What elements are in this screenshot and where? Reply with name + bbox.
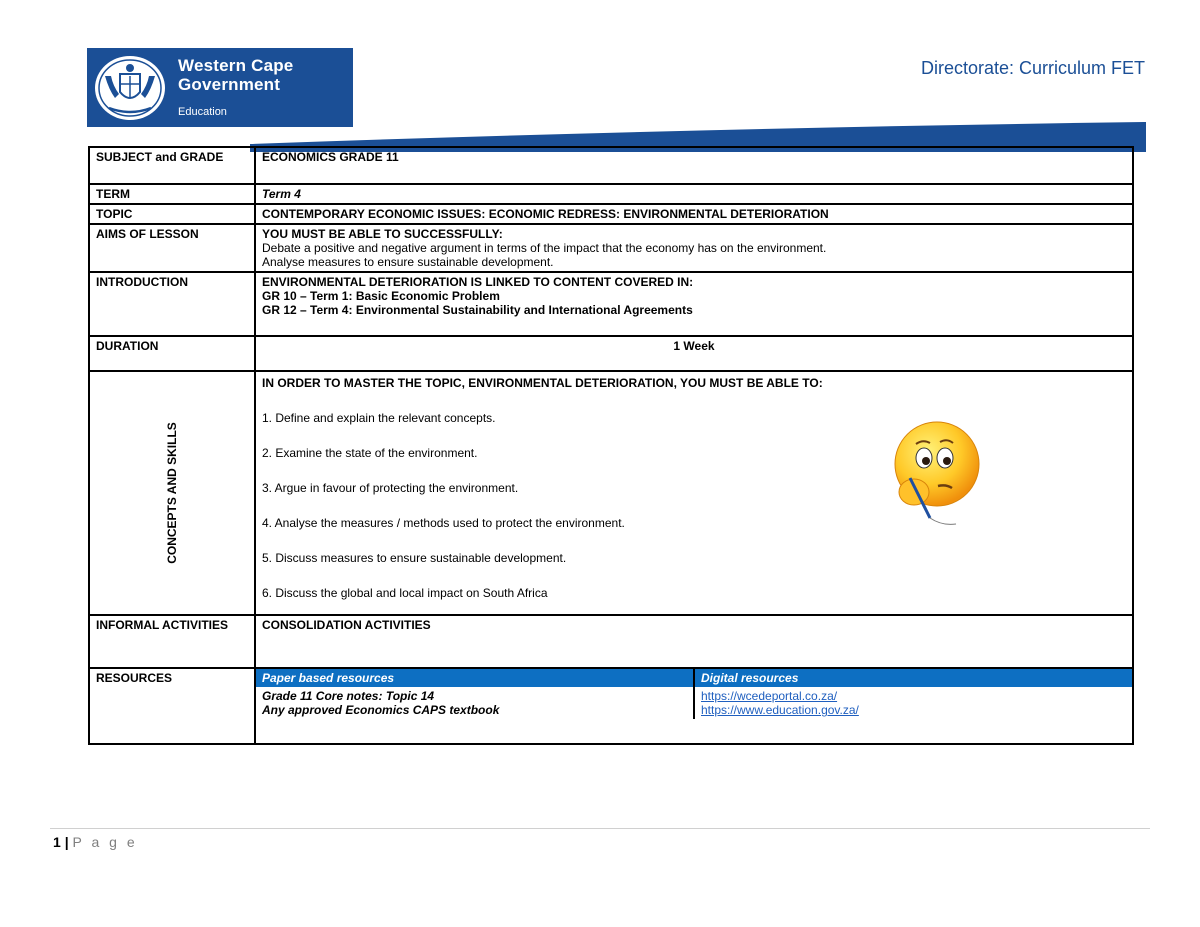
concepts-heading: IN ORDER TO MASTER THE TOPIC, ENVIRONMENTAL DETERIORATION, YOU MUST BE ABLE TO: [262,376,823,390]
resources-label: RESOURCES [89,668,255,744]
row-resources [89,668,1133,744]
digital-resources-list [694,687,1132,719]
concepts-content [255,371,1133,615]
logo-text-government: Government [178,75,281,94]
paper-resource-item: Grade 11 Core notes: Topic 14 [262,689,435,703]
concepts-item: 4. Analyse the measures / methods used to protect the environment. [262,516,625,530]
concepts-item: 6. Discuss the global and local impact on South Africa [262,586,548,600]
paper-resource-item: Any approved Economics CAPS textbook [262,703,500,717]
duration-label: DURATION [89,336,255,371]
row-duration [89,336,1133,371]
concepts-label-cell [89,371,255,615]
wcg-logo [87,48,353,127]
introduction-line: ENVIRONMENTAL DETERIORATION IS LINKED TO CONTENT COVERED IN: [262,275,694,289]
subject-label: SUBJECT and GRADE [89,147,255,184]
topic-value: CONTEMPORARY ECONOMIC ISSUES: ECONOMIC REDRESS: ENVIRONMENTAL DETERIORATION [255,204,1133,224]
row-introduction [89,272,1133,336]
footer-divider [50,828,1150,829]
digital-resource-link[interactable]: https://wcedeportal.co.za/ [701,689,838,703]
concepts-label: CONCEPTS AND SKILLS [165,422,179,564]
row-aims [89,224,1133,272]
directorate-title: Directorate: Curriculum FET [920,58,1145,78]
page-footer [53,834,138,850]
resources-header-row [256,669,1132,687]
digital-resources-heading: Digital resources [694,669,1132,687]
aims-item: Analyse measures to ensure sustainable development. [262,255,554,269]
resources-table [256,669,1132,719]
subject-value: ECONOMICS GRADE 11 [255,147,1133,184]
logo-text-education: Education [178,106,227,118]
concepts-item: 5. Discuss measures to ensure sustainable development. [262,551,567,565]
concepts-item: 1. Define and explain the relevant concepts. [262,411,496,425]
row-term [89,184,1133,204]
informal-label: INFORMAL ACTIVITIES [89,615,255,668]
coat-of-arms-icon [93,54,167,122]
concepts-item: 2. Examine the state of the environment. [262,446,478,460]
duration-value: 1 Week [255,336,1133,371]
aims-content [255,224,1133,272]
page-separator: | [64,834,69,850]
resources-body-row [256,687,1132,719]
logo-text-western-cape: Western Cape [178,56,294,75]
introduction-content [255,272,1133,336]
paper-resources-list [256,687,694,719]
row-informal-activities [89,615,1133,668]
aims-item: Debate a positive and negative argument in terms of the impact that the economy has on the environment. [262,241,827,255]
thinking-emoji-icon [890,420,982,530]
row-topic [89,204,1133,224]
aims-heading: YOU MUST BE ABLE TO SUCCESSFULLY: [262,227,503,241]
informal-value: CONSOLIDATION ACTIVITIES [255,615,1133,668]
page-number: 1 [53,834,61,850]
digital-resource-link[interactable]: https://www.education.gov.za/ [701,703,859,717]
row-subject [89,147,1133,184]
introduction-line: GR 12 – Term 4: Environmental Sustainability and International Agreements [262,303,693,317]
term-label: TERM [89,184,255,204]
term-value: Term 4 [255,184,1133,204]
introduction-line: GR 10 – Term 1: Basic Economic Problem [262,289,500,303]
resources-content [255,668,1133,744]
topic-label: TOPIC [89,204,255,224]
page-word: P a g e [72,834,138,850]
aims-label: AIMS OF LESSON [89,224,255,272]
concepts-item: 3. Argue in favour of protecting the environment. [262,481,519,495]
paper-resources-heading: Paper based resources [256,669,694,687]
introduction-label: INTRODUCTION [89,272,255,336]
